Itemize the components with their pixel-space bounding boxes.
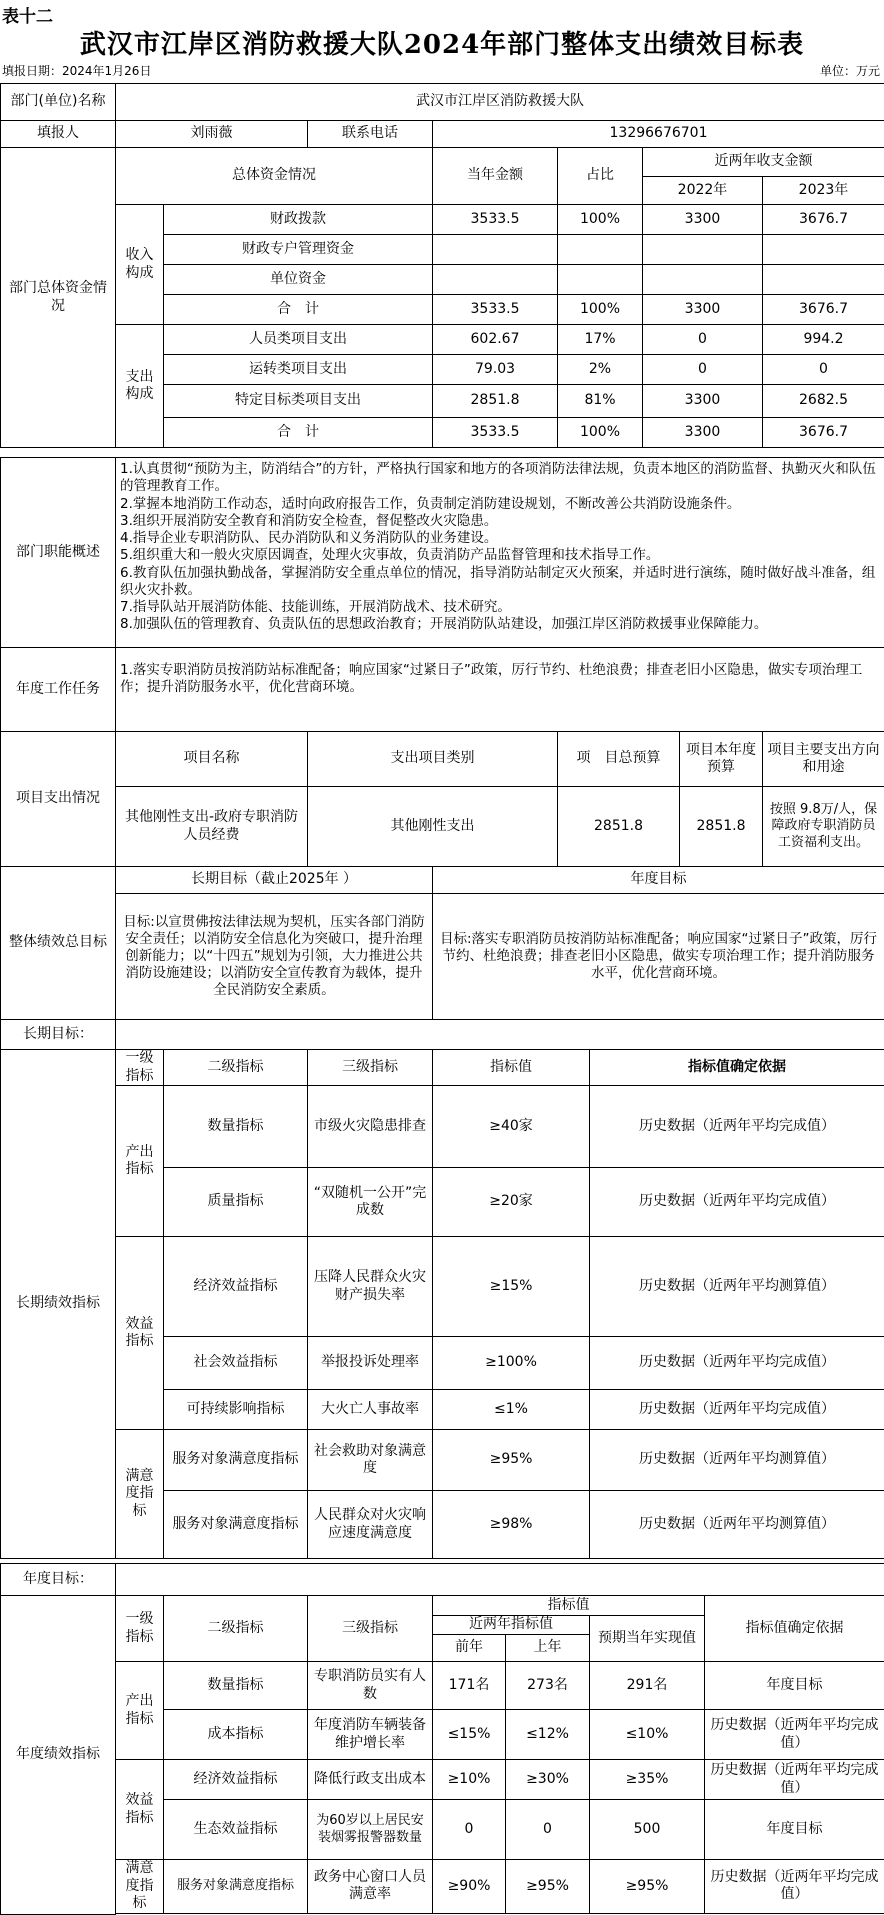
projects-label: 项目支出情况 — [1, 732, 116, 867]
year-expect: 291名 — [590, 1662, 705, 1710]
income-name: 单位资金 — [164, 265, 433, 295]
year-goal-header: 年度目标 — [433, 867, 884, 894]
expense-amount: 79.03 — [433, 355, 558, 385]
year-basis: 历史数据（近两年平均完成值） — [705, 1760, 884, 1800]
filler-value: 刘雨薇 — [116, 121, 308, 148]
phone-value: 13296676701 — [433, 121, 884, 148]
year-l3: 降低行政支出成本 — [308, 1760, 433, 1800]
long-h-basis: 指标值确定依据 — [590, 1050, 884, 1086]
income-y1 — [643, 235, 763, 265]
funds-table — [0, 83, 884, 448]
expense-name: 特定目标类项目支出 — [164, 385, 433, 418]
year-perf-subheader-blank — [116, 1564, 884, 1596]
expense-total-y2: 3676.7 — [763, 418, 884, 448]
income-y2 — [763, 265, 884, 295]
year-prev1: ≥30% — [506, 1760, 590, 1800]
unit-label: 单位：万元 — [820, 62, 880, 79]
income-total-name: 合 计 — [164, 295, 433, 325]
income-ratio — [558, 265, 643, 295]
income-y2 — [763, 235, 884, 265]
expense-y1: 0 — [643, 325, 763, 355]
income-ratio — [558, 235, 643, 265]
income-amount — [433, 265, 558, 295]
year-l2: 数量指标 — [164, 1662, 308, 1710]
expense-total-amount: 3533.5 — [433, 418, 558, 448]
year-l3: 专职消防员实有人数 — [308, 1662, 433, 1710]
long-basis: 历史数据（近两年平均完成值） — [590, 1086, 884, 1168]
long-l2: 数量指标 — [164, 1086, 308, 1168]
long-l1: 效益指标 — [116, 1237, 164, 1430]
phone-label: 联系电话 — [308, 121, 433, 148]
year-l1: 效益指标 — [116, 1760, 164, 1860]
income-total-y2: 3676.7 — [763, 295, 884, 325]
long-l3: 市级火灾隐患排查 — [308, 1086, 433, 1168]
income-y2: 3676.7 — [763, 205, 884, 235]
year-l1: 产出指标 — [116, 1662, 164, 1760]
long-l3: 人民群众对火灾响应速度满意度 — [308, 1491, 433, 1559]
tasks-label: 年度工作任务 — [1, 648, 116, 732]
income-amount — [433, 235, 558, 265]
header-project-name: 项目名称 — [116, 732, 308, 787]
income-amount: 3533.5 — [433, 205, 558, 235]
year-l3: 为60岁以上居民安装烟雾报警器数量 — [308, 1800, 433, 1860]
long-basis: 历史数据（近两年平均测算值） — [590, 1491, 884, 1559]
year-l2: 服务对象满意度指标 — [164, 1860, 308, 1914]
expense-y1: 3300 — [643, 385, 763, 418]
funds-section-label: 部门总体资金情况 — [1, 148, 116, 448]
project-name: 其他刚性支出-政府专职消防人员经费 — [116, 787, 308, 867]
header-ratio: 占比 — [558, 148, 643, 205]
long-l3: 社会救助对象满意度 — [308, 1430, 433, 1491]
year-h-l2: 二级指标 — [164, 1596, 308, 1662]
year-expect: ≥35% — [590, 1760, 705, 1800]
expense-ratio: 17% — [558, 325, 643, 355]
long-value: ≥15% — [433, 1237, 590, 1337]
year-l1: 满意度指标 — [116, 1860, 164, 1914]
year-prev2: ≥10% — [433, 1760, 506, 1800]
long-value: ≥98% — [433, 1491, 590, 1559]
tasks-text: 1.落实专职消防员按消防站标准配备；响应国家“过紧日子”政策，厉行节约、杜绝浪费；排查老旧小区隐患，做实专项治理工作；提升消防服务水平，优化营商环境。 — [116, 648, 884, 732]
long-l2: 服务对象满意度指标 — [164, 1491, 308, 1559]
long-l2: 社会效益指标 — [164, 1337, 308, 1390]
year-l3: 政务中心窗口人员满意率 — [308, 1860, 433, 1914]
header-overall: 总体资金情况 — [116, 148, 433, 205]
expense-y2: 0 — [763, 355, 884, 385]
long-l3: 举报投诉处理率 — [308, 1337, 433, 1390]
long-basis: 历史数据（近两年平均测算值） — [590, 1430, 884, 1491]
long-basis: 历史数据（近两年平均完成值） — [590, 1168, 884, 1237]
expense-total-name: 合 计 — [164, 418, 433, 448]
year-prev1: 273名 — [506, 1662, 590, 1710]
project-year: 2851.8 — [680, 787, 763, 867]
year-expect: ≥95% — [590, 1860, 705, 1914]
year-prev2: ≥90% — [433, 1860, 506, 1914]
year-h-l3: 三级指标 — [308, 1596, 433, 1662]
long-h-l2: 二级指标 — [164, 1050, 308, 1086]
long-l3: 压降人民群众火灾财产损失率 — [308, 1237, 433, 1337]
spacer — [116, 1913, 884, 1914]
long-value: ≥40家 — [433, 1086, 590, 1168]
long-perf-subheader: 长期目标： — [1, 1020, 116, 1050]
long-value: ≤1% — [433, 1390, 590, 1430]
year-perf-table — [0, 1563, 884, 1915]
goals-table — [0, 866, 884, 1559]
expense-y1: 0 — [643, 355, 763, 385]
year-basis: 年度目标 — [705, 1800, 884, 1860]
expense-ratio: 2% — [558, 355, 643, 385]
long-value: ≥100% — [433, 1337, 590, 1390]
year-prev2: 171名 — [433, 1662, 506, 1710]
long-l3: “双随机一公开”完成数 — [308, 1168, 433, 1237]
long-h-l3: 三级指标 — [308, 1050, 433, 1086]
page-title: 武汉市江岸区消防救援大队2024年部门整体支出绩效目标表 — [0, 24, 884, 61]
income-total-amount: 3533.5 — [433, 295, 558, 325]
project-type: 其他刚性支出 — [308, 787, 558, 867]
income-total-ratio: 100% — [558, 295, 643, 325]
income-y1: 3300 — [643, 205, 763, 235]
long-basis: 历史数据（近两年平均测算值） — [590, 1237, 884, 1337]
year-prev2: 0 — [433, 1800, 506, 1860]
year-h-value: 指标值 — [433, 1596, 705, 1616]
year-basis: 历史数据（近两年平均完成值） — [705, 1860, 884, 1914]
year-l2: 经济效益指标 — [164, 1760, 308, 1800]
year-h-basis: 指标值确定依据 — [705, 1596, 884, 1662]
header-recent: 近两年收支金额 — [643, 148, 884, 177]
expense-name: 运转类项目支出 — [164, 355, 433, 385]
long-value: ≥95% — [433, 1430, 590, 1491]
income-name: 财政拨款 — [164, 205, 433, 235]
expense-ratio: 81% — [558, 385, 643, 418]
year-h-expect: 预期当年实现值 — [590, 1616, 705, 1662]
long-l2: 经济效益指标 — [164, 1237, 308, 1337]
expense-y2: 994.2 — [763, 325, 884, 355]
header-project-year: 项目本年度预算 — [680, 732, 763, 787]
long-value: ≥20家 — [433, 1168, 590, 1237]
long-h-l1: 一级指标 — [116, 1050, 164, 1086]
long-perf-subheader-blank — [116, 1020, 884, 1050]
year-prev1: ≤12% — [506, 1710, 590, 1760]
year-prev1: 0 — [506, 1800, 590, 1860]
header-year-2022: 2022年 — [643, 177, 763, 205]
income-label: 收入构成 — [116, 205, 164, 325]
year-goal-text: 目标:落实专职消防员按消防站标准配备；响应国家“过紧日子”政策，厉行节约、杜绝浪费；排查老旧小区隐患，做实专项治理工作；提升消防服务水平，优化营商环境。 — [433, 894, 884, 1020]
expense-label: 支出构成 — [116, 325, 164, 448]
year-basis: 年度目标 — [705, 1662, 884, 1710]
year-prev2: ≤15% — [433, 1710, 506, 1760]
header-project-use: 项目主要支出方向和用途 — [763, 732, 884, 787]
expense-amount: 602.67 — [433, 325, 558, 355]
project-use: 按照 9.8万/人，保障政府专职消防员工资福利支出。 — [763, 787, 884, 867]
year-perf-subheader: 年度目标： — [1, 1564, 116, 1596]
year-l2: 生态效益指标 — [164, 1800, 308, 1860]
year-expect: 500 — [590, 1800, 705, 1860]
duties-text: 1.认真贯彻“预防为主，防消结合”的方针，严格执行国家和地方的各项消防法律法规，负责本地区的消防监督、执勤灭火和队伍的管理教育工作。 2.掌握本地消防工作动态，适时向政府报告工作，负责制定消防建设规划，不断改善公共消防设施条件。 3.组织开展消防安全教育和消防安全检查，督促整改火灾隐患。 4.指导企业专职消防队、民办消防队和义务消防队的业务建设。 5.组织重大和一般火灾原因调查，处理火灾事故，负责消防产品监督管理和技术指导工作。 6.教育队伍加强执勤战备，掌握消防安全重点单位的情况，指导消防站制定灭火预案，并适时进行演练，随时做好战斗准备，组织火灾扑救。 7.指导队站开展消防体能、技能训练，开展消防战术、技术研究。 8.加强队伍的管理教育、负责队伍的思想政治教育；开展消防队站建设，加强江岸区消防救援事业保障能力。 — [116, 458, 884, 648]
filler-label: 填报人 — [1, 121, 116, 148]
project-total: 2851.8 — [558, 787, 680, 867]
long-basis: 历史数据（近两年平均完成值） — [590, 1337, 884, 1390]
year-h-l1: 一级指标 — [116, 1596, 164, 1662]
long-l1: 满意度指标 — [116, 1430, 164, 1559]
long-l2: 服务对象满意度指标 — [164, 1430, 308, 1491]
year-expect: ≤10% — [590, 1710, 705, 1760]
income-name: 财政专户管理资金 — [164, 235, 433, 265]
fill-date: 填报日期：2024年1月26日 — [2, 62, 151, 79]
expense-amount: 2851.8 — [433, 385, 558, 418]
duties-label: 部门职能概述 — [1, 458, 116, 648]
projects-table — [0, 731, 884, 867]
header-year-2023: 2023年 — [763, 177, 884, 205]
year-prev1: ≥95% — [506, 1860, 590, 1914]
dept-name-value: 武汉市江岸区消防救援大队 — [116, 84, 884, 121]
year-l3: 年度消防车辆装备维护增长率 — [308, 1710, 433, 1760]
year-basis: 历史数据（近两年平均完成值） — [705, 1710, 884, 1760]
long-l2: 质量指标 — [164, 1168, 308, 1237]
year-h-prev1: 上年 — [506, 1635, 590, 1662]
expense-total-ratio: 100% — [558, 418, 643, 448]
long-l2: 可持续影响指标 — [164, 1390, 308, 1430]
long-l1: 产出指标 — [116, 1086, 164, 1237]
expense-total-y1: 3300 — [643, 418, 763, 448]
long-goal-header: 长期目标（截止2025年 ） — [116, 867, 433, 894]
income-ratio: 100% — [558, 205, 643, 235]
long-perf-label: 长期绩效指标 — [1, 1050, 116, 1559]
year-l2: 成本指标 — [164, 1710, 308, 1760]
expense-name: 人员类项目支出 — [164, 325, 433, 355]
expense-y2: 2682.5 — [763, 385, 884, 418]
long-basis: 历史数据（近两年平均完成值） — [590, 1390, 884, 1430]
income-total-y1: 3300 — [643, 295, 763, 325]
long-h-value: 指标值 — [433, 1050, 590, 1086]
header-project-type: 支出项目类别 — [308, 732, 558, 787]
header-amount: 当年金额 — [433, 148, 558, 205]
income-y1 — [643, 265, 763, 295]
year-h-recent: 近两年指标值 — [433, 1616, 590, 1635]
dept-name-label: 部门(单位)名称 — [1, 84, 116, 121]
table-number-label: 表十二 — [2, 2, 53, 27]
long-goal-text: 目标:以宣贯佛按法律法规为契机，压实各部门消防安全责任；以消防安全信息化为突破口，提升治理创新能力；以“十四五”规划为引领，大力推进公共消防设施建设；以消防安全宣传教育为载体，提升全民消防安全素质。 — [116, 894, 433, 1020]
year-perf-label: 年度绩效指标 — [1, 1596, 116, 1915]
long-l3: 大火亡人事故率 — [308, 1390, 433, 1430]
year-h-prev2: 前年 — [433, 1635, 506, 1662]
duties-table — [0, 457, 884, 732]
header-project-total: 项 目总预算 — [558, 732, 680, 787]
goals-label: 整体绩效总目标 — [1, 867, 116, 1020]
